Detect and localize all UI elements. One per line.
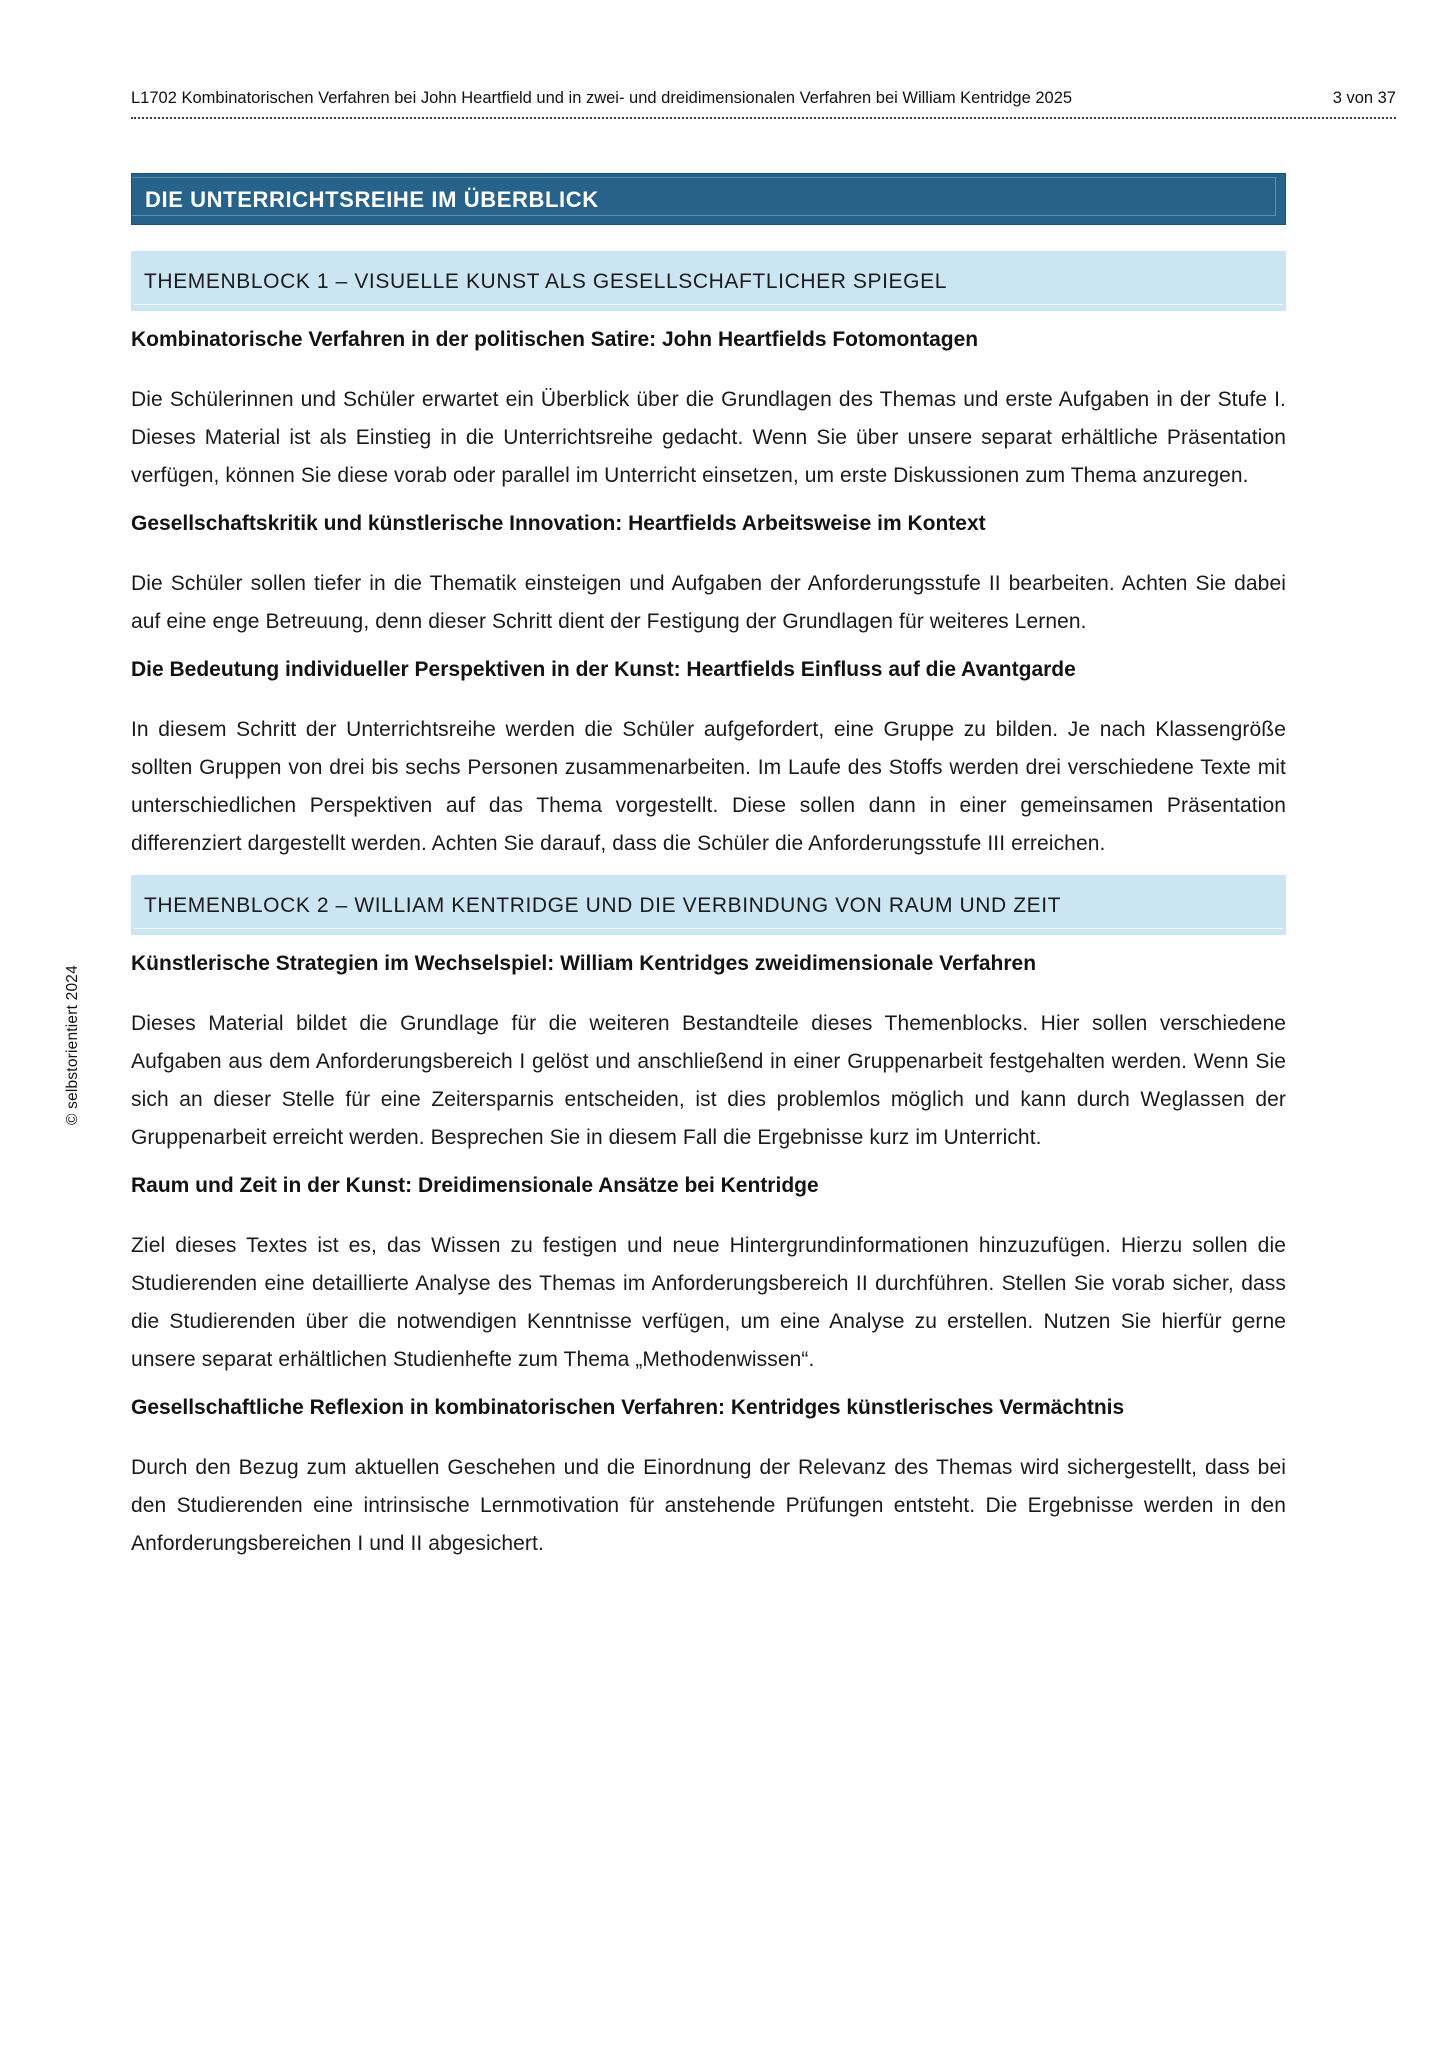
section-paragraph: Die Schülerinnen und Schüler erwartet ein Überblick über die Grundlagen des Themas und erste Aufgaben in der Stufe I. Dieses Material ist als Einstieg in die Unterrichtsreihe gedacht. Wenn Sie über unsere separat erhältliche Präsentation verfügen, können Sie diese vorab oder parallel im Unterricht einsetzen, um erste Diskussionen zum Thema anzuregen. (131, 388, 1286, 487)
copyright-vertical-text: © selbstorientiert 2024 (64, 965, 81, 1125)
page-number: 3 von 37 (1332, 89, 1396, 107)
themenblock-1-banner: THEMENBLOCK 1 – VISUELLE KUNST ALS GESELLSCHAFTLICHER SPIEGEL (131, 251, 1286, 311)
section-heading: Künstlerische Strategien im Wechselspiel: William Kentridges zweidimensionale Verfahren (131, 952, 1037, 975)
section-paragraph: Durch den Bezug zum aktuellen Geschehen und die Einordnung der Relevanz des Themas wird sichergestellt, dass bei den Studierenden eine intrinsische Lernmotivation für anstehende Prüfungen entsteht. Die Ergebnisse werden in den Anforderungsbereichen I und II abgesichert. (131, 1456, 1286, 1555)
page-content (131, 173, 1286, 1563)
section-paragraph: In diesem Schritt der Unterrichtsreihe werden die Schüler aufgefordert, eine Gruppe zu bilden. Je nach Klassengröße sollten Gruppen von drei bis sechs Personen zusammenarbeiten. Im Laufe des Stoffs werden drei verschiedene Texte mit unterschiedlichen Perspektiven auf das Thema vorgestellt. Diese sollen dann in einer gemeinsamen Präsentation differenziert dargestellt werden. Achten Sie darauf, dass die Schüler die Anforderungsstufe III erreichen. (131, 718, 1286, 855)
section-heading: Die Bedeutung individueller Perspektiven in der Kunst: Heartfields Einfluss auf die Avantgarde (131, 658, 1076, 681)
themenblock-1-section (131, 251, 1286, 863)
section-paragraph: Die Schüler sollen tiefer in die Thematik einsteigen und Aufgaben der Anforderungsstufe II bearbeiten. Achten Sie dabei auf eine enge Betreuung, denn dieser Schritt dient der Festigung der Grundlagen für weiteres Lernen. (131, 572, 1286, 633)
section-heading: Gesellschaftskritik und künstlerische Innovation: Heartfields Arbeitsweise im Kontext (131, 512, 986, 535)
themenblock-2-section (131, 875, 1286, 1563)
overview-banner: DIE UNTERRICHTSREIHE IM ÜBERBLICK (131, 173, 1286, 225)
section-paragraph: Dieses Material bildet die Grundlage für die weiteren Bestandteile dieses Themenblocks. Hier sollen verschiedene Aufgaben aus dem Anforderungsbereich I gelöst und anschließend in einer Gruppenarbeit festgehalten werden. Wenn Sie sich an dieser Stelle für eine Zeitersparnis entscheiden, ist dies problemlos möglich und kann durch Weglassen der Gruppenarbeit erreicht werden. Besprechen Sie in diesem Fall die Ergebnisse kurz im Unterricht. (131, 1012, 1286, 1149)
section-heading: Raum und Zeit in der Kunst: Dreidimensionale Ansätze bei Kentridge (131, 1174, 819, 1197)
section-heading: Gesellschaftliche Reflexion in kombinatorischen Verfahren: Kentridges künstlerisches Vermächtnis (131, 1396, 1125, 1419)
section-paragraph: Ziel dieses Textes ist es, das Wissen zu festigen und neue Hintergrundinformationen hinzuzufügen. Hierzu sollen die Studierenden eine detaillierte Analyse des Themas im Anforderungsbereich II durchführen. Stellen Sie vorab sicher, dass die Studierenden über die notwendigen Kenntnisse verfügen, um eine Analyse zu erstellen. Nutzen Sie hierfür gerne unsere separat erhältlichen Studienhefte zum Thema „Methodenwissen“. (131, 1234, 1286, 1371)
running-header (131, 88, 1396, 119)
themenblock-2-banner: THEMENBLOCK 2 – WILLIAM KENTRIDGE UND DIE VERBINDUNG VON RAUM UND ZEIT (131, 875, 1286, 935)
section-heading: Kombinatorische Verfahren in der politischen Satire: John Heartfields Fotomontagen (131, 328, 979, 351)
document-title: L1702 Kombinatorischen Verfahren bei John Heartfield und in zwei- und dreidimensionalen Verfahren bei William Kentridge 2025 (131, 89, 1073, 107)
